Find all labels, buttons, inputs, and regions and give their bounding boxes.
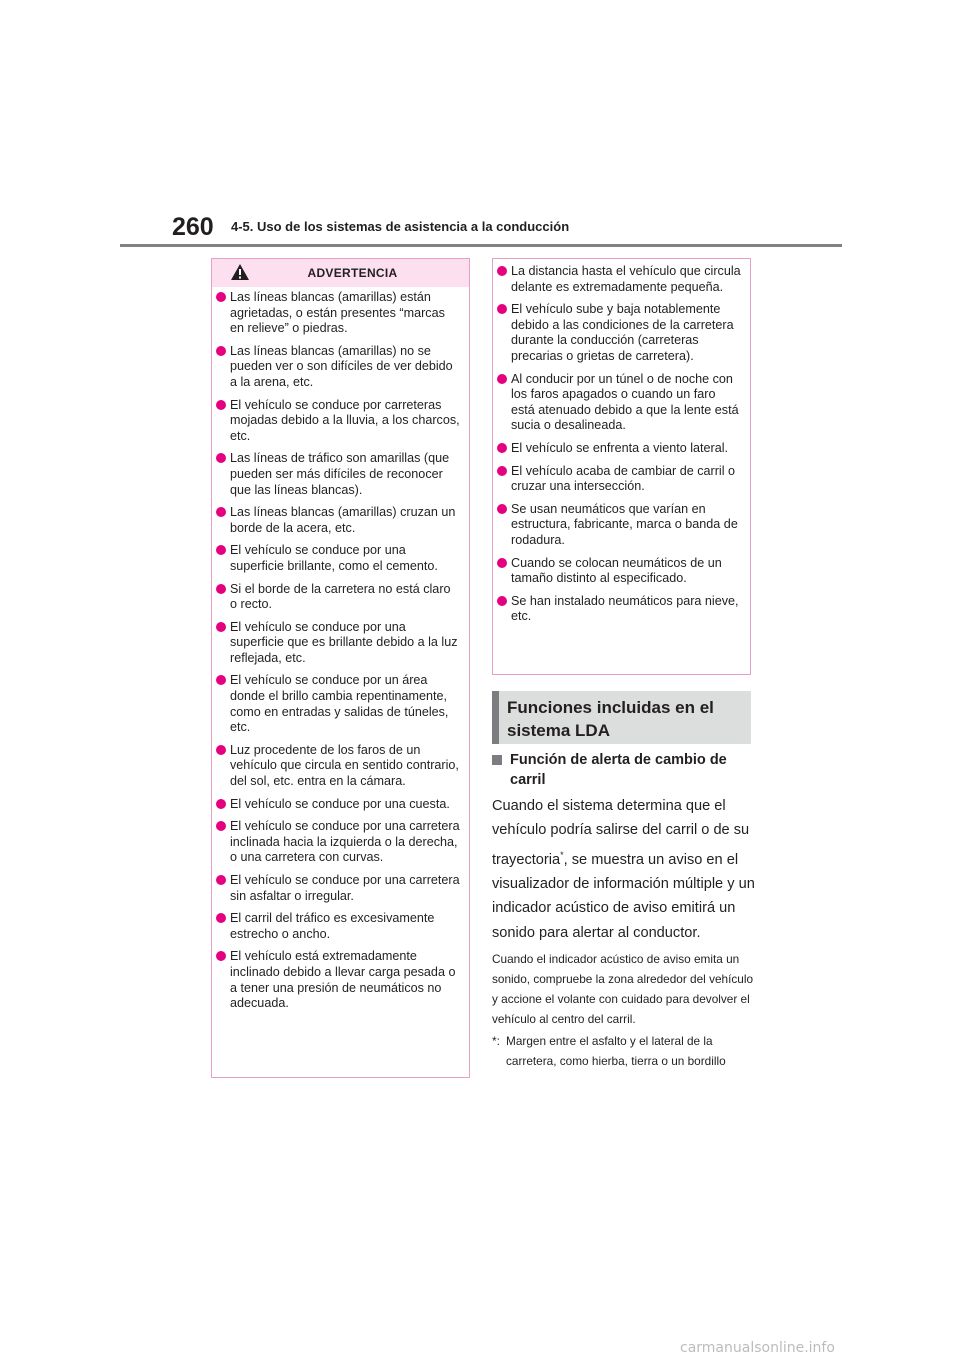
bullet-icon [216,545,226,555]
warning-item-text: Las líneas blancas (amarillas) no se pueden ver o son difíciles de ver debido a la arena, etc. [230,343,453,389]
warning-item [497,302,742,364]
bullet-icon [216,507,226,517]
lane-alert-body [492,794,762,945]
warning-list-left [212,287,469,1012]
lane-alert-subheading [492,750,762,790]
warning-item [497,464,742,495]
warning-item [216,797,461,813]
functions-heading: Funciones incluidas en el sistema LDA [492,691,751,744]
warning-item-text: El vehículo se conduce por una carretera inclinada hacia la izquierda o la derecha, o una carretera con curvas. [230,819,460,865]
square-bullet-icon [492,755,502,765]
warning-item [216,819,461,866]
footnote [492,1031,762,1071]
footnote-mark: * [560,849,564,860]
warning-item [216,949,461,1011]
section-title: 4-5. Uso de los sistemas de asistencia a la conducción [231,219,570,234]
warning-item [216,543,461,574]
bullet-icon [216,913,226,923]
bullet-icon [497,466,507,476]
warning-item-text: El carril del tráfico es excesivamente estrecho o ancho. [230,911,435,941]
bullet-icon [216,951,226,961]
warning-item [497,264,742,295]
warning-triangle-icon [230,263,250,281]
footnote-marker: *: [492,1034,500,1049]
warning-item-text: La distancia hasta el vehículo que circula delante es extremadamente pequeña. [511,264,741,294]
lane-alert-body-end: , se muestra un aviso en el visualizador de información múltiple y un indicador acústico de aviso emitirá un sonido para alertar al conductor. [492,851,755,941]
warning-item-text: El vehículo se conduce por carreteras mojadas debido a la lluvia, a los charcos, etc. [230,397,460,443]
warning-item-text: Cuando se colocan neumáticos de un tamaño distinto al especificado. [511,555,722,586]
bullet-icon [216,400,226,410]
lane-alert-body-start: Cuando el sistema determina que el vehículo podría salirse del carril o de su trayectoria [492,798,750,868]
warning-item-text: El vehículo está extremadamente inclinado debido a llevar carga pesada o a tener una presión de neumáticos no adecuada. [230,949,456,1011]
warning-list-right [493,259,750,625]
warning-item [216,743,461,790]
bullet-icon [216,675,226,685]
warning-item-text: El vehículo se conduce por una cuesta. [230,796,450,811]
bullet-icon [216,292,226,302]
header-rule [120,244,842,247]
warning-box-left [211,258,470,1078]
page-number: 260 [172,213,214,241]
warning-item-text: El vehículo sube y baja notablemente debido a las condiciones de la carretera durante la conducción (carreteras precarias o grietas de carretera). [511,302,734,363]
functions-block [492,750,762,1071]
bullet-icon [497,596,507,606]
warning-item [216,398,461,445]
bullet-icon [216,453,226,463]
warning-item [216,620,461,667]
warning-item [216,582,461,613]
watermark: carmanualsonline.info [680,1340,835,1356]
warning-item-text: El vehículo acaba de cambiar de carril o cruzar una intersección. [511,463,736,494]
warning-item-text: El vehículo se enfrenta a viento lateral. [511,440,729,455]
bullet-icon [497,443,507,453]
warning-item-text: El vehículo se conduce por un área donde el brillo cambia repentinamente, como en entradas y salidas de túneles, etc. [230,673,449,735]
warning-item-text: Se han instalado neumáticos para nieve, etc. [511,593,739,624]
warning-item [497,594,742,625]
warning-item-text: Si el borde de la carretera no está claro o recto. [230,581,451,612]
lane-alert-note: Cuando el indicador acústico de aviso emita un sonido, compruebe la zona alrededor del vehículo y accione el volante con cuidado para devolver el vehículo al centro del carril. [492,952,754,1027]
bullet-icon [216,821,226,831]
warning-item-text: Se usan neumáticos que varían en estructura, fabricante, marca o banda de rodadura. [511,501,738,547]
footnote-text: Margen entre el asfalto y el lateral de la carretera, como hierba, tierra o un bordillo [506,1034,726,1069]
warning-item [216,873,461,904]
warning-title: ADVERTENCIA [307,266,398,280]
warning-item [497,372,742,434]
warning-item-text: El vehículo se conduce por una superficie que es brillante debido a la luz reflejada, etc. [230,619,458,665]
bullet-icon [216,584,226,594]
bullet-icon [216,346,226,356]
warning-header [212,259,469,287]
bullet-icon [497,374,507,384]
warning-item-text: El vehículo se conduce por una carretera sin asfaltar o irregular. [230,873,460,903]
warning-item [216,344,461,391]
lane-alert-subheading-text: Función de alerta de cambio de carril [510,752,727,788]
warning-item [216,505,461,536]
warning-item [497,502,742,549]
warning-item-text: Al conducir por un túnel o de noche con los faros apagados o cuando un faro está atenuado debido a que la lente está sucia o desalineada. [511,371,739,433]
warning-item-text: Las líneas de tráfico son amarillas (que pueden ser más difíciles de reconocer que las líneas blancas). [230,451,450,497]
warning-item-text: Las líneas blancas (amarillas) están agrietadas, o están presentes “marcas en relieve” o piedras. [230,290,445,336]
bullet-icon [497,266,507,276]
bullet-icon [497,558,507,568]
warning-item [216,911,461,942]
bullet-icon [216,799,226,809]
bullet-icon [216,745,226,755]
bullet-icon [216,622,226,632]
warning-item-text: El vehículo se conduce por una superficie brillante, como el cemento. [230,543,438,573]
warning-box-right [492,258,751,675]
warning-item [216,451,461,498]
bullet-icon [497,304,507,314]
bullet-icon [497,504,507,514]
warning-item-text: Las líneas blancas (amarillas) cruzan un borde de la acera, etc. [230,505,456,535]
bullet-icon [216,875,226,885]
warning-item [497,441,742,457]
warning-item [216,673,461,735]
warning-item [497,556,742,587]
warning-item [216,290,461,337]
warning-item-text: Luz procedente de los faros de un vehículo que circula en sentido contrario, del sol, etc. entra en la cámara. [230,742,459,789]
